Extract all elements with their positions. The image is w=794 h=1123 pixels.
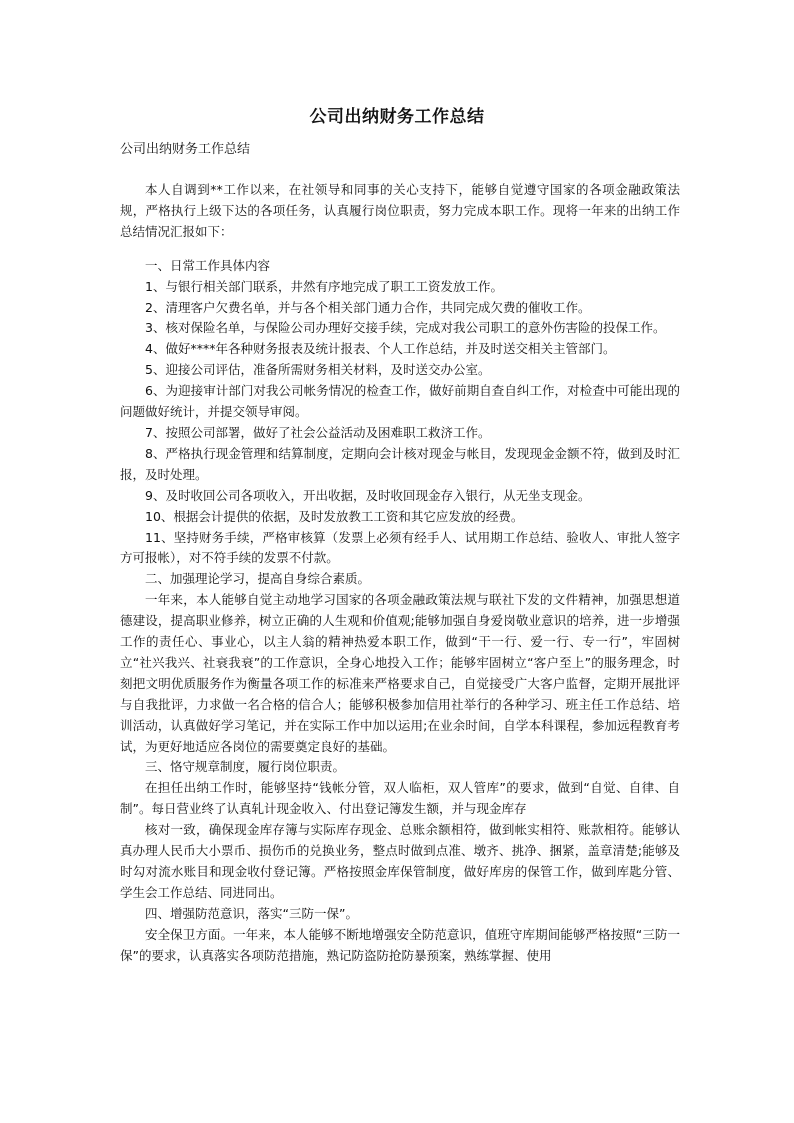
list-item: 6、为迎接审计部门对我公司帐务情况的检查工作，做好前期自查自纠工作，对检查中可能出现的问题做好统计，并提交领导审阅。 [120, 383, 680, 420]
list-item: 1、与银行相关部门联系，井然有序地完成了职工工资发放工作。 [145, 278, 503, 294]
body-paragraph: 核对一致，确保现金库存簿与实际库存现金、总账余额相符，做到帐实相符、账款相符。能够认真办理人民币大小票币、损伤币的兑换业务，整点时做到点准、墩齐、挑净、捆紧，盖章清楚;能够及时勾对流水账目和现金收付登记簿。严格按照金库保管制度，做好库房的保管工作，做到库匙分管、学生会工作总结、同进同出。 [120, 822, 680, 900]
section-heading: 二、加强理论学习，提高自身综合素质。 [145, 571, 371, 587]
list-item: 5、迎接公司评估，准备所需财务相关材料，及时送交办公室。 [145, 362, 491, 378]
section-heading: 三、恪守规章制度，履行岗位职责。 [145, 759, 346, 775]
document-title: 公司出纳财务工作总结 [309, 107, 485, 127]
section-heading: 一、日常工作具体内容 [145, 257, 271, 273]
list-item: 9、及时收回公司各项收入，开出收据，及时收回现金存入银行，从无坐支现金。 [145, 487, 591, 503]
intro-paragraph: 本人自调到**工作以来，在社领导和同事的关心支持下，能够自觉遵守国家的各项金融政策法规，严格执行上级下达的各项任务，认真履行岗位职责，努力完成本职工作。现将一年来的出纳工作总结情况汇报如下： [120, 182, 680, 239]
document-subtitle: 公司出纳财务工作总结 [120, 142, 251, 157]
list-item: 10、根据会计提供的依据，及时发放教工工资和其它应发放的经费。 [145, 508, 524, 524]
list-item: 7、按照公司部署，做好了社会公益活动及困难职工救济工作。 [145, 424, 491, 440]
body-paragraph: 在担任出纳工作时，能够坚持“钱帐分管，双人临柜，双人管库”的要求，做到“自觉、自律、自制”。每日营业终了认真轧计现金收入、付出登记簿发生额，并与现金库存 [120, 780, 680, 817]
list-item: 2、清理客户欠费名单，并与各个相关部门通力合作，共同完成欠费的催收工作。 [145, 299, 591, 315]
list-item: 3、核对保险名单，与保险公司办理好交接手续，完成对我公司职工的意外伤害险的投保工作。 [145, 320, 666, 336]
list-item: 8、严格执行现金管理和结算制度，定期向会计核对现金与帐目，发现现金金额不符，做到及时汇报，及时处理。 [120, 445, 680, 482]
body-paragraph: 一年来，本人能够自觉主动地学习国家的各项金融政策法规与联社下发的文件精神，加强思想道德建设，提高职业修养，树立正确的人生观和价值观;能够加强自身爱岗敬业意识的培养，进一步增强工作的责任心、事业心，以主人翁的精神热爱本职工作，做到“干一行、爱一行、专一行”，牢固树立“社兴我兴、社衰我衰”的工作意识，全身心地投入工作；能够牢固树立“客户至上”的服务理念，时刻把文明优质服务作为衡量各项工作的标准来严格要求自己，自觉接受广大客户监督，定期开展批评与自我批评，力求做一名合格的信合人；能够积极参加信用社举行的各种学习、班主任工作总结、培训活动，认真做好学习笔记，并在实际工作中加以运用;在业余时间，自学本科课程，参加远程教育考试，为更好地适应各岗位的需要奠定良好的基础。 [120, 592, 680, 754]
section-heading: 四、增强防范意识，落实“三防一保”。 [145, 905, 358, 921]
document-body [120, 180, 680, 967]
list-item: 4、做好****年各种财务报表及统计报表、个人工作总结，并及时送交相关主管部门。 [145, 341, 616, 357]
body-paragraph: 安全保卫方面。一年来，本人能够不断地增强安全防范意识，值班守库期间能够严格按照“三防一保”的要求，认真落实各项防范措施，熟记防盗防抢防暴预案，熟练掌握、使用 [120, 926, 680, 963]
list-item: 11、坚持财务手续，严格审核算（发票上必须有经手人、试用期工作总结、验收人、审批人签字方可报帐），对不符手续的发票不付款。 [120, 529, 680, 566]
